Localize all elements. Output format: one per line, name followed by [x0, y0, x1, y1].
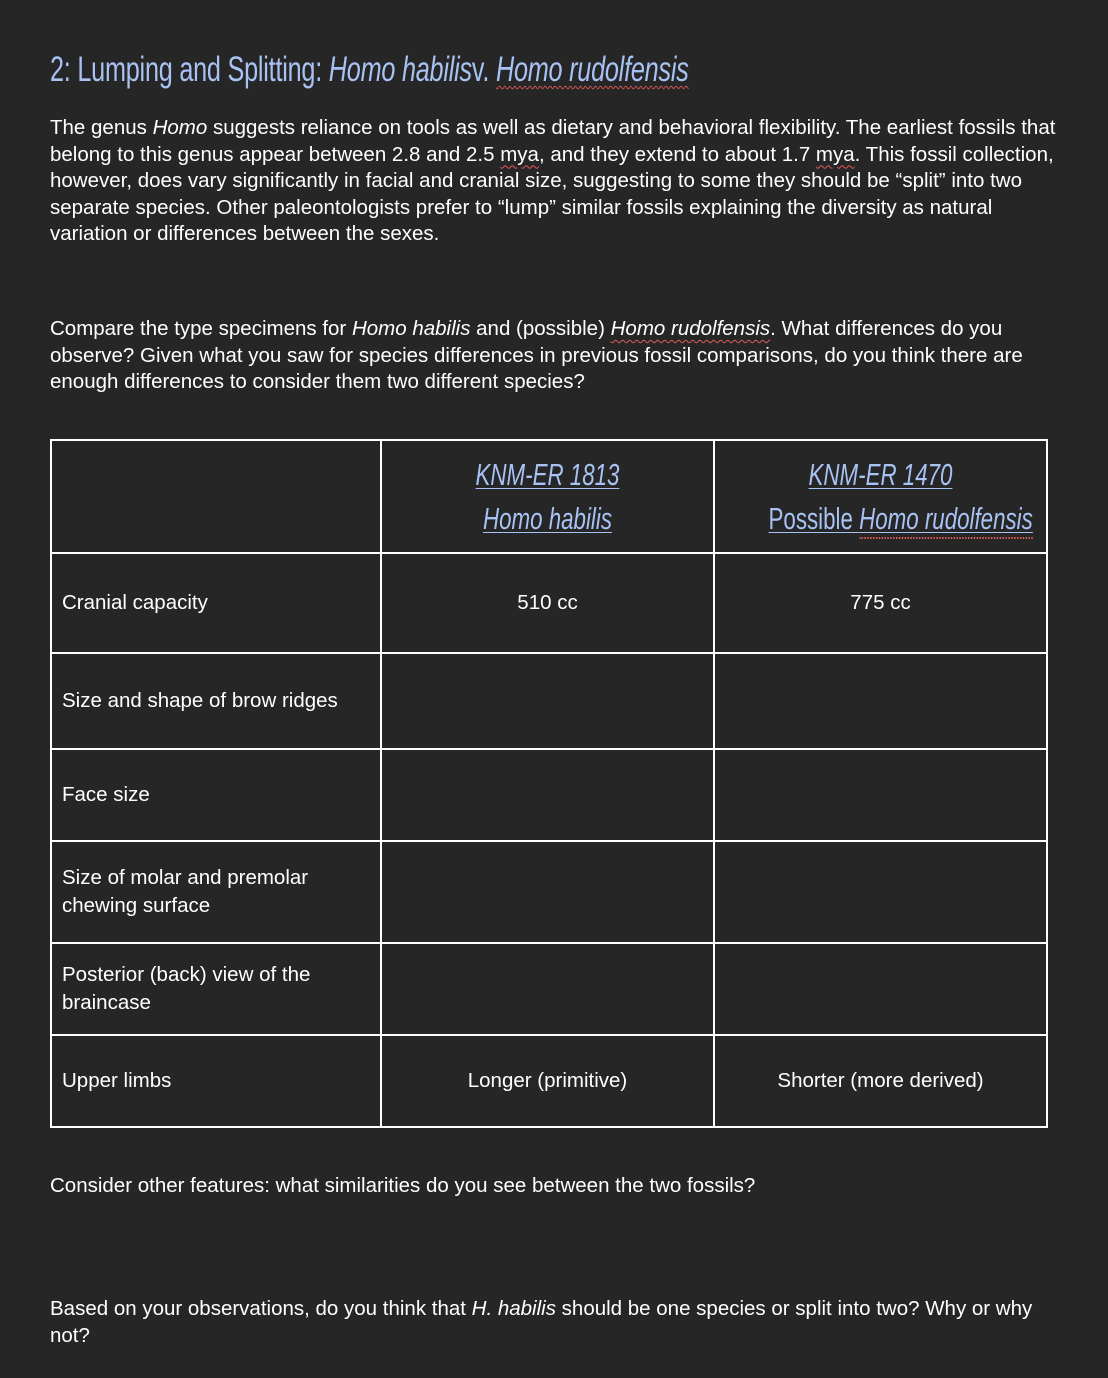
table-row	[51, 943, 1047, 1035]
rudolfensis-value-cell[interactable]	[714, 653, 1047, 749]
section-title: Lumping and Splitting:	[77, 50, 323, 89]
column-header-1470	[714, 440, 1047, 553]
similarities-question: Consider other features: what similarities do you see between the two fossils?	[50, 1174, 756, 1197]
compare-prompt: Compare the type specimens for Homo habilis and (possible) Homo rudolfensis. What differences do you observe? Given what you saw for species differences in previous fossil comparisons, do you think there are enough differences to consider them two different species?	[50, 317, 1023, 393]
row-label: Size of molar and premolar chewing surface	[51, 841, 381, 943]
rudolfensis-name: Homo rudolfensis	[610, 317, 771, 340]
habilis-value-cell[interactable]	[381, 841, 714, 943]
mya-abbrev: mya	[815, 142, 855, 166]
habilis-value-cell[interactable]: Longer (primitive)	[381, 1035, 714, 1127]
species-link-rudolfensis[interactable]: Possible Homo rudolfensis	[769, 497, 993, 541]
table-row	[51, 553, 1047, 653]
species-a-name: Homo habilis	[328, 50, 472, 89]
habilis-value-cell[interactable]	[381, 749, 714, 841]
habilis-value-cell[interactable]	[381, 653, 714, 749]
table-row	[51, 653, 1047, 749]
rudolfensis-value-cell[interactable]: Shorter (more derived)	[714, 1035, 1047, 1127]
table-row	[51, 749, 1047, 841]
genus-name: Homo	[152, 116, 208, 139]
intro-paragraph: The genus Homo suggests reliance on tools as well as dietary and behavioral flexibility. The earliest fossils that belong to this genus appear between 2.8 and 2.5 mya, and they extend to about 1.7 mya. This fossil collection, however, does vary significantly in facial and cranial size, suggesting to some they should be “split” into two separate species. Other paleontologists prefer to “lump” similar fossils explaining the diversity as natural variation or differences between the sexes.	[50, 116, 1056, 245]
row-label: Upper limbs	[51, 1035, 381, 1127]
rudolfensis-value-cell[interactable]	[714, 943, 1047, 1035]
rudolfensis-value-cell[interactable]: 775 cc	[714, 553, 1047, 653]
specimen-link-1470[interactable]: KNM-ER 1470	[808, 456, 953, 492]
row-label: Posterior (back) view of the braincase	[51, 943, 381, 1035]
rudolfensis-value-cell[interactable]	[714, 749, 1047, 841]
rudolfensis-value-cell[interactable]	[714, 841, 1047, 943]
versus-text: v.	[471, 50, 490, 89]
row-label: Cranial capacity	[51, 553, 381, 653]
column-header-1813	[381, 440, 714, 553]
table-header-row	[51, 440, 1047, 553]
corner-cell	[51, 440, 381, 553]
species-question: Based on your observations, do you think that H. habilis should be one species or split into two? Why or why not?	[50, 1297, 1033, 1347]
habilis-value-cell[interactable]	[381, 943, 714, 1035]
section-heading	[50, 48, 689, 92]
table-row	[51, 841, 1047, 943]
habilis-value-cell[interactable]: 510 cc	[381, 553, 714, 653]
comparison-table	[50, 439, 1048, 1128]
specimen-link-1813[interactable]: KNM-ER 1813	[475, 456, 620, 492]
habilis-name: Homo habilis	[351, 317, 471, 340]
row-label: Size and shape of brow ridges	[51, 653, 381, 749]
section-number: 2:	[50, 50, 71, 89]
row-label: Face size	[51, 749, 381, 841]
table-row	[51, 1035, 1047, 1127]
species-b-name: Homo rudolfensis	[495, 50, 689, 89]
mya-abbrev: mya	[500, 142, 539, 166]
species-link-habilis[interactable]: Homo habilis	[482, 500, 613, 536]
habilis-abbrev-name: H. habilis	[471, 1297, 556, 1320]
